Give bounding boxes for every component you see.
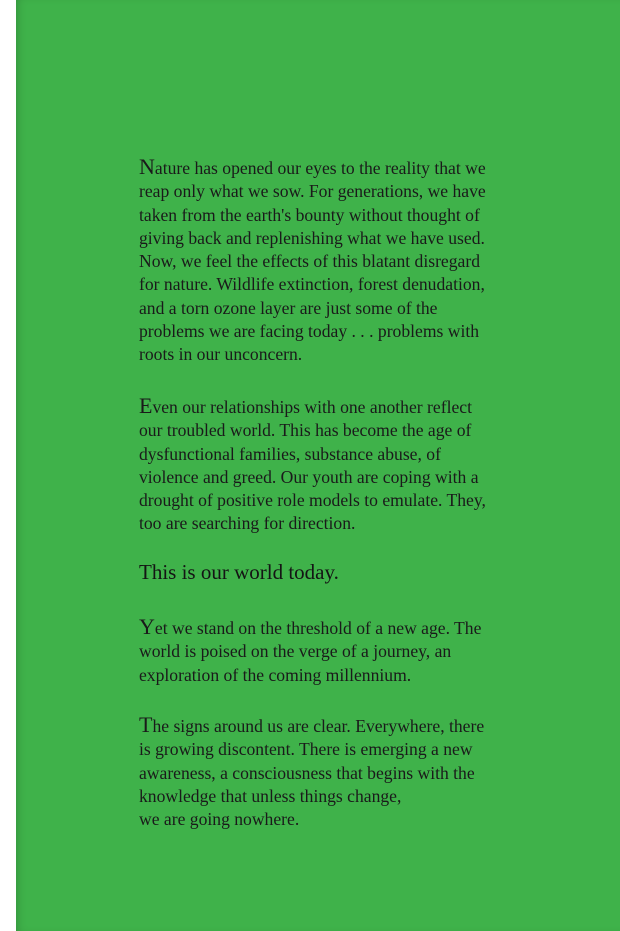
paragraph-line: violence and greed. Our youth are coping with a — [139, 466, 479, 487]
initial-letter: T — [139, 712, 153, 737]
paragraph-threshold — [139, 615, 481, 687]
paragraph-line: drought of positive role models to emulate. They, — [139, 490, 486, 511]
paragraph-signs — [139, 713, 484, 831]
paragraph-relationships — [139, 394, 486, 536]
paragraph-line: our troubled world. This has become the age of — [139, 420, 472, 441]
section-heading: This is our world today. — [139, 560, 339, 584]
paragraph-line: problems we are facing today . . . problems with — [139, 321, 480, 342]
paragraph-line: is growing discontent. There is emerging a new — [139, 739, 473, 760]
paragraph-line — [139, 155, 486, 180]
paragraph-line: too are searching for direction. — [139, 513, 356, 534]
paragraph-line: roots in our unconcern. — [139, 344, 303, 365]
line-text: et we stand on the threshold of a new age. The — [154, 618, 482, 638]
paragraph-line: Now, we feel the effects of this blatant disregard — [139, 251, 480, 272]
paragraph-line: exploration of the coming millennium. — [139, 664, 412, 685]
initial-letter: N — [139, 154, 155, 179]
initial-letter: E — [139, 393, 153, 418]
line-text: ature has opened our eyes to the reality that we — [154, 158, 486, 178]
paragraph-line: for nature. Wildlife extinction, forest denudation, — [139, 274, 485, 295]
paragraph-line: world is poised on the verge of a journey, an — [139, 641, 452, 662]
paragraph-line: reap only what we sow. For generations, we have — [139, 181, 486, 202]
paragraph-line: knowledge that unless things change, — [139, 785, 402, 806]
line-text: he signs around us are clear. Everywhere, there — [152, 716, 485, 736]
paragraph-line: we are going nowhere. — [139, 809, 300, 830]
paragraph-line: dysfunctional families, substance abuse, of — [139, 443, 441, 464]
paragraph-line — [139, 394, 486, 419]
paragraph-line — [139, 615, 481, 640]
initial-letter: Y — [139, 614, 155, 639]
paragraph-line: taken from the earth's bounty without thought of — [139, 204, 480, 225]
paragraph-line: and a torn ozone layer are just some of the — [139, 297, 438, 318]
paragraph-line — [139, 713, 484, 738]
paragraph-line: awareness, a consciousness that begins with the — [139, 762, 475, 783]
paragraph-line: giving back and replenishing what we have used. — [139, 227, 485, 248]
paragraph-nature — [139, 155, 486, 367]
line-text: ven our relationships with one another reflect — [152, 397, 472, 417]
